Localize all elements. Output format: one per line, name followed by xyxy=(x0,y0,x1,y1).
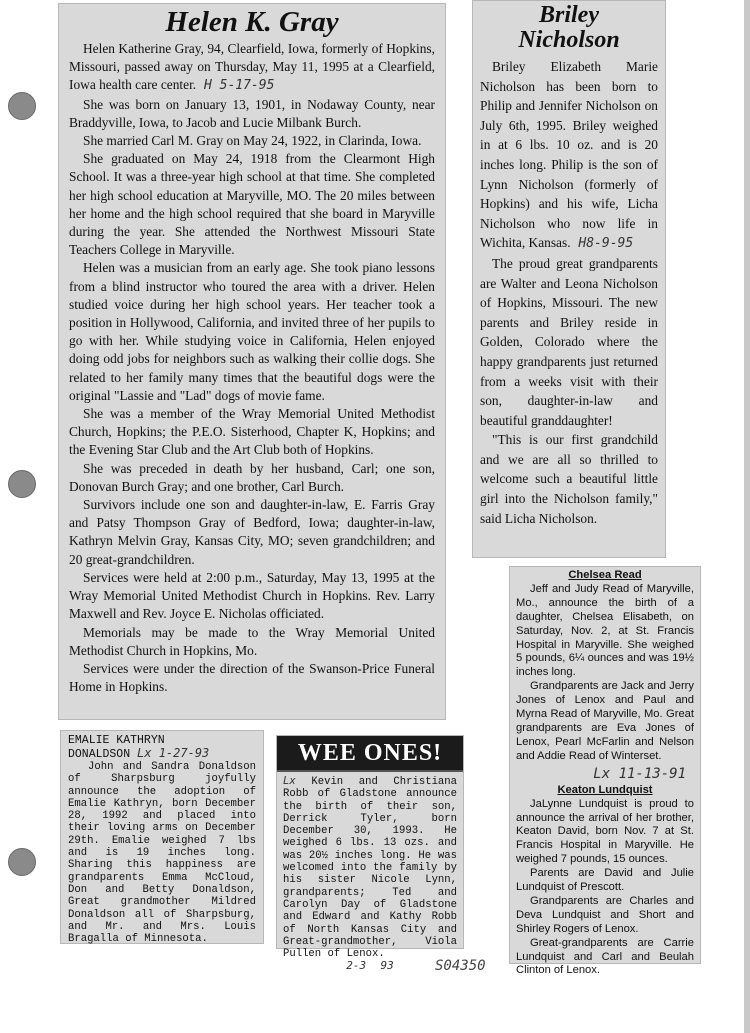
announcement-heading xyxy=(68,734,256,761)
paragraph: Great-grandparents are Carrie Lundquist and Carl and Beulah Clinton of Lenox. xyxy=(516,936,694,977)
paragraph: Grandparents are Jack and Jerry Jones of Lenox and Paul and Myrna Read of Maryville, Mo. Great grandparents are Eva Jones of Lenox, Pearl McFarlin and Nelson and Addie Read of Winterset. xyxy=(516,680,694,762)
title-line-2: Nicholson xyxy=(518,27,620,53)
binder-hole xyxy=(8,848,36,876)
paragraph: Survivors include one son and daughter-in-law, E. Farris Gray and Patsy Thompson Gray of Bedford, Iowa; daughter-in-law, Kathryn Melvin Gray, Kansas City, MO; seven grandchildren; and 20 great-grandchildren. xyxy=(69,497,435,567)
keaton-heading: Keaton Lundquist xyxy=(557,783,653,796)
keaton-body xyxy=(516,798,694,979)
handwritten-date: Lx 1-27-93 xyxy=(137,746,210,760)
paragraph: "This is our first grandchild and we are all so thrilled to welcome such a beautiful little girl into the Nicholson family," said Licha Nicholson. xyxy=(480,432,658,526)
announcement-body xyxy=(480,57,658,528)
paragraph: Services were held at 2:00 p.m., Saturday, May 13, 1995 at the Wray Memorial United Methodist Church in Hopkins. Rev. Larry Maxwell and Rev. Joyce E. Nicholas officiated. xyxy=(69,569,435,622)
paragraph: Helen Katherine Gray, 94, Clearfield, Iowa, formerly of Hopkins, Missouri, passed away on Thursday, May 11, 1995 at a Clearfield, Iowa health care center. H 5-17-95 xyxy=(69,41,435,94)
obituary-helen-gray xyxy=(58,3,446,720)
paragraph: Helen was a musician from an early age. She took piano lessons from a blind instructor who toured the area with a driver. Helen studied voice during her high school years. Her teacher took a position in Hollywood, California, and invited three of her pupils to go with her. While studying voice in California, Helen enjoyed doing odd jobs for neighbors such as walking their collie dogs. She related to her family many times that the beautiful dogs were the original "Lassie and "Lad" dogs of movie fame. xyxy=(69,260,435,403)
obituary-title: Helen K. Gray xyxy=(165,6,339,38)
heading-line-1: EMALIE KATHRYN xyxy=(68,734,165,747)
announcement-title xyxy=(480,3,658,53)
announcement-text: Kevin and Christiana Robb of Gladstone announce the birth of their son, Derrick Tyler, born December 30, 1993. He weighed 6 lbs. 13 ozs. and was 20½ inches long. He was welcomed into the family by his sister Nicole Lynn, grandparents; Ted and Carolyn Day of Gladstone and Edward and Kathy Robb of North Kansas City and Great-grandmother, Viola Pullen of Lenox. xyxy=(283,776,457,961)
paragraph: Grandparents are Charles and Deva Lundquist and Short and Shirley Rogers of Lenox. xyxy=(516,894,694,935)
binder-hole xyxy=(8,470,36,498)
handwritten-mark: Lx xyxy=(283,775,296,787)
paragraph: Jeff and Judy Read of Maryville, Mo., announce the birth of a daughter, Chelsea Elisabeth, on Saturday, Nov. 2, at St. Francis Hospital in Maryville. She weighed 5 pounds, 6¼ ounces and was 19½ inches long. xyxy=(516,582,694,679)
paragraph: She graduated on May 24, 1918 from the Clearmont High School. It was a three-year high school at that time. She completed her high school education at Maryville, MO. The 20 miles between her home and the high school required that she board in Maryville during the year. She attended the Northwest Missouri State Teachers College in Maryville. xyxy=(69,151,435,258)
paragraph: Memorials may be made to the Wray Memorial United Methodist Church in Hopkins, Mo. xyxy=(69,624,435,658)
paragraph: Parents are David and Julie Lundquist of Prescott. xyxy=(516,867,694,894)
adoption-announcement-emalie xyxy=(60,730,264,944)
paragraph: JaLynne Lundquist is proud to announce the arrival of her brother, Keaton David, born Nov. 7 at St. Francis Hospital in Maryville. He weighed 7 pounds, 15 ounces. xyxy=(516,797,694,866)
binder-hole xyxy=(8,92,36,120)
paragraph: She was preceded in death by her husband, Carl; one son, Donovan Burch Gray; and one brother, Carl Burch. xyxy=(69,460,435,494)
handwritten-date: H8-9-95 xyxy=(570,236,634,252)
handwritten-year: 93 xyxy=(380,959,394,973)
heading-line-2: DONALDSON xyxy=(68,748,131,761)
wee-ones-banner: WEE ONES! xyxy=(277,736,463,772)
announcement-body xyxy=(277,775,463,960)
paragraph: She was born on January 13, 1901, in Nodaway County, near Braddyville, Iowa, to Jacob and Lucie Milbank Burch. xyxy=(69,96,435,130)
paragraph: Services were under the direction of the Swanson-Price Funeral Home in Hopkins. xyxy=(69,660,435,695)
page-number: S04350 xyxy=(435,958,486,974)
page-edge xyxy=(744,0,750,1033)
chelsea-heading: Chelsea Read xyxy=(568,569,642,581)
paragraph: The proud great grandparents are Walter and Leona Nicholson of Hopkins, Missouri. The new parents and Briley reside in Golden, Colorado where the happy grandparents just returned from a weeks visit with their son, daughter-in-law and beautiful granddaughter! xyxy=(480,255,658,428)
handwritten-weight: 2-3 xyxy=(346,959,367,973)
paragraph: Briley Elizabeth Marie Nicholson has been born to Philip and Jennifer Nicholson on July 6th, 1995. Briley weighed in at 6 lbs. 10 oz. and is 20 inches long. Philip is the son of Lynn Nicholson (formerly of Hopkins) and his wife, Licha Nicholson who now life in Wichita, Kansas. H8-9-95 xyxy=(480,59,658,252)
obituary-body xyxy=(69,40,435,696)
birth-announcement-briley xyxy=(472,0,666,558)
birth-announcements-lenox xyxy=(509,566,701,977)
handwritten-date: Lx 11-13-91 xyxy=(593,765,686,782)
paragraph: She was a member of the Wray Memorial United Methodist Church, Hopkins; the P.E.O. Sisterhood, Chapter K, Hopkins; and the Evening Star Club and the Art Club both of Hopkins. xyxy=(69,406,435,458)
paragraph: She married Carl M. Gray on May 24, 1922, in Clarinda, Iowa. xyxy=(83,133,422,149)
title-line-1: Briley xyxy=(539,2,599,28)
chelsea-body xyxy=(516,583,694,764)
announcement-body: John and Sandra Donaldson of Sharpsburg joyfully announce the adoption of Emalie Kathryn, born December 28, 1992 and placed into their loving arms on December 29th. Emalie weighed 7 lbs and is 19 inches long. Sharing this happiness are grandparents Emma McCloud, Don and Betty Donaldson, Great grandmother Mildred Donaldson all of Sharpsburg, and Mr. and Mrs. Louis Bragalla of Minnesota. xyxy=(68,761,256,946)
handwritten-date: H 5-17-95 xyxy=(196,78,275,94)
